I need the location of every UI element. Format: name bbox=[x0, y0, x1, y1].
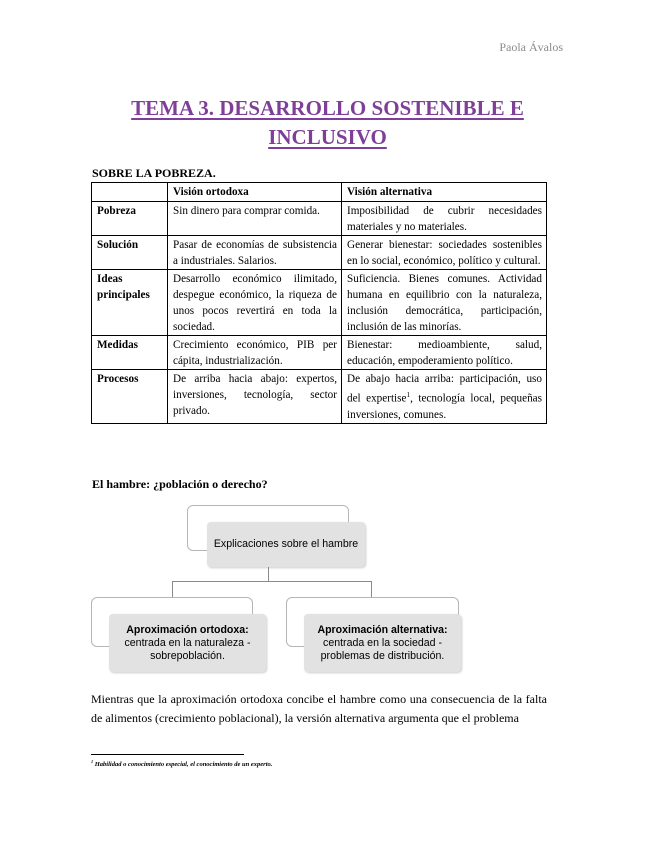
table-header-row bbox=[92, 183, 547, 202]
connector-vertical bbox=[268, 567, 269, 581]
footnote-text: Habilidad o conocimiento especial, el conocimiento de un experto. bbox=[94, 761, 273, 769]
title-line-1: TEMA 3. DESARROLLO SOSTENIBLE E bbox=[131, 96, 524, 120]
left-node bbox=[109, 614, 266, 672]
section-heading-poverty: SOBRE LA POBREZA. bbox=[92, 166, 216, 180]
cell-ortodoxa: Sin dinero para comprar comida. bbox=[168, 202, 342, 236]
cell-ortodoxa: De arriba hacia abajo: expertos, inversiones, tecnología, sector privado. bbox=[168, 370, 342, 424]
cell-ortodoxa: Crecimiento económico, PIB per cápita, industrialización. bbox=[168, 336, 342, 370]
right-node-body: centrada en la sociedad - problemas de distribución. bbox=[320, 636, 445, 662]
table-header-empty bbox=[92, 183, 168, 202]
cell-alternativa: Bienestar: medioambiente, salud, educación, empoderamiento político. bbox=[342, 336, 547, 370]
row-label: Pobreza bbox=[92, 202, 168, 236]
right-node bbox=[304, 614, 461, 672]
table-row bbox=[92, 202, 547, 236]
author-header: Paola Ávalos bbox=[499, 40, 563, 54]
table-header-alternativa: Visión alternativa bbox=[342, 183, 547, 202]
connector-horizontal bbox=[172, 581, 372, 582]
table-header-ortodoxa: Visión ortodoxa bbox=[168, 183, 342, 202]
body-paragraph: Mientras que la aproximación ortodoxa concibe el hambre como una consecuencia de la falta de alimentos (crecimiento poblacional), la versión alternativa argumenta que el problema bbox=[91, 692, 547, 725]
table-row bbox=[92, 270, 547, 336]
section-heading-hunger: El hambre: ¿población o derecho? bbox=[92, 477, 268, 491]
top-node bbox=[207, 522, 365, 567]
row-label: Solución bbox=[92, 236, 168, 270]
row-label: Procesos bbox=[92, 370, 168, 424]
cell-alternativa bbox=[342, 370, 547, 424]
footnote-divider bbox=[91, 754, 244, 755]
cell-ortodoxa: Desarrollo económico ilimitado, despegue económico, la riqueza de unos pocos revertirá en toda la sociedad. bbox=[168, 270, 342, 336]
connector-right bbox=[371, 581, 372, 598]
footnote bbox=[91, 759, 272, 768]
table-row bbox=[92, 336, 547, 370]
right-node-title: Aproximación alternativa: bbox=[317, 623, 448, 636]
left-node-body: centrada en la naturaleza - sobrepoblación. bbox=[124, 636, 251, 662]
poverty-table bbox=[91, 182, 547, 424]
top-node-label: Explicaciones sobre el hambre bbox=[213, 538, 359, 550]
cell-alternativa-text-b: , tecnología local, pequeñas inversiones, comunes. bbox=[347, 392, 542, 421]
connector-left bbox=[172, 581, 173, 598]
left-node-title: Aproximación ortodoxa: bbox=[126, 623, 249, 636]
footnote-marker: 1 bbox=[91, 759, 94, 764]
cell-alternativa: Generar bienestar: sociedades sostenibles en lo social, económico, político y cultural. bbox=[342, 236, 547, 270]
footnote-ref[interactable]: 1 bbox=[406, 391, 411, 399]
title-line-2: INCLUSIVO bbox=[268, 125, 387, 149]
page-title bbox=[0, 94, 655, 152]
cell-alternativa: Suficiencia. Bienes comunes. Actividad humana en equilibrio con la naturaleza, inclusión democrática, participación, inclusión de las minorías. bbox=[342, 270, 547, 336]
cell-ortodoxa: Pasar de economías de subsistencia a industriales. Salarios. bbox=[168, 236, 342, 270]
table-row bbox=[92, 236, 547, 270]
table-row bbox=[92, 370, 547, 424]
cell-alternativa: Imposibilidad de cubrir necesidades materiales y no materiales. bbox=[342, 202, 547, 236]
cell-alternativa-text-a: De abajo hacia arriba: participación, uso del expertise bbox=[347, 373, 542, 405]
row-label: Ideas principales bbox=[92, 270, 168, 336]
row-label: Medidas bbox=[92, 336, 168, 370]
